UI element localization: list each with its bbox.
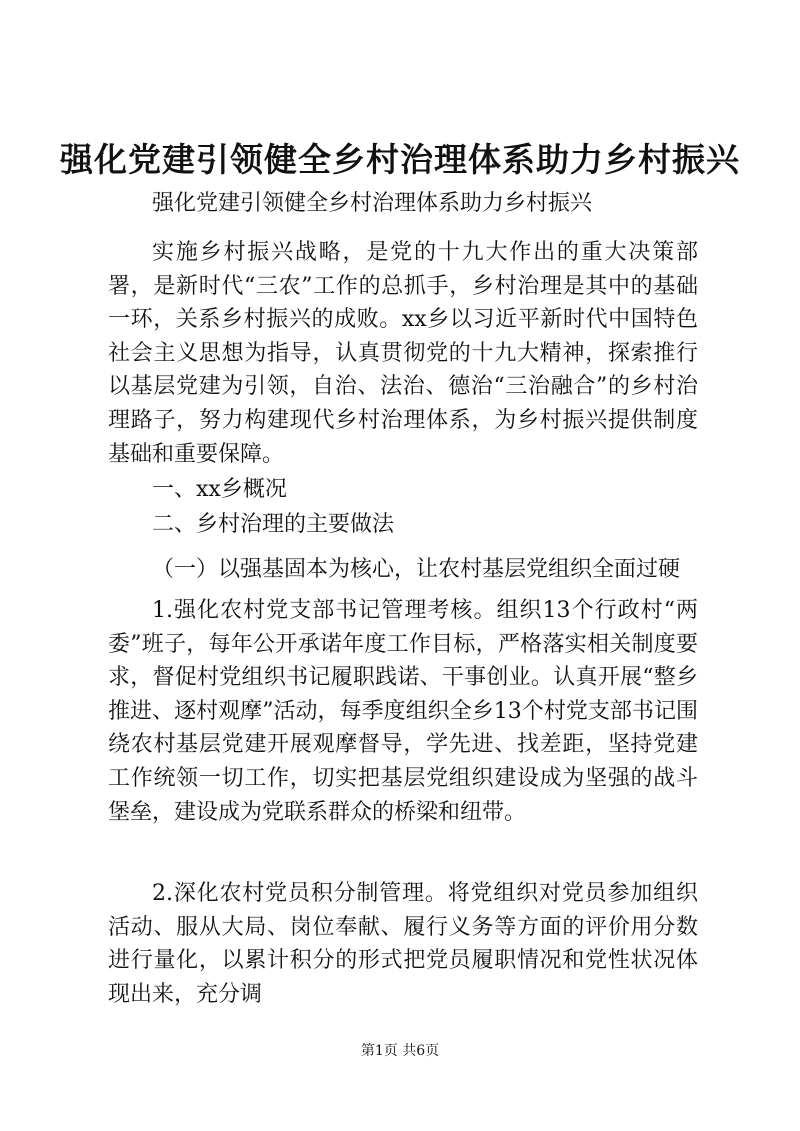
- page-footer: 第1页 共6页: [360, 1043, 440, 1059]
- section-heading-2: 二、乡村治理的主要做法: [152, 512, 395, 537]
- document-body: [108, 187, 698, 221]
- paragraph-item-2-wrap: [108, 877, 698, 1011]
- paragraph-item-2: 2.深化农村党员积分制管理。将党组织对党员参加组织活动、服从大局、岗位奉献、履行义务等方面的评价用分数进行量化，以累计积分的形式把党员履职情况和党性状况体现出来，充分调: [108, 881, 698, 1007]
- paragraph-item-1-wrap: [108, 594, 698, 829]
- section-heading-1: 一、xx乡概况: [152, 477, 287, 502]
- subsection-heading-wrap: [108, 553, 698, 587]
- paragraph-item-1: 1.强化农村党支部书记管理考核。组织13个行政村“两委”班子，每年公开承诺年度工作目标，严格落实相关制度要求，督促村党组织书记履职践诺、干事创业。认真开展“整乡推进、逐村观摩”活动，每季度组织全乡13个村党支部书记围绕农村基层党建开展观摩督导，学先进、找差距，坚持党建工作统领一切工作，切实把基层党组织建设成为坚强的战斗堡垒，建设成为党联系群众的桥梁和纽带。: [108, 598, 698, 825]
- document-title: 强化党建引领健全乡村治理体系助力乡村振兴: [60, 140, 740, 179]
- paragraph-intro: 实施乡村振兴战略，是党的十九大作出的重大决策部署，是新时代“三农”工作的总抓手，乡村治理是其中的基础一环，关系乡村振兴的成败。xx乡以习近平新时代中国特色社会主义思想为指导，认真贯彻党的十九大精神，探索推行以基层党建为引领，自治、法治、德治“三治融合”的乡村治理路子，努力构建现代乡村治理体系，为乡村振兴提供制度基础和重要保障。: [108, 240, 698, 467]
- document-body-intro: [108, 236, 698, 471]
- subsection-heading-1: （一）以强基固本为核心，让农村基层党组织全面过硬: [152, 557, 681, 582]
- section-heading-2-wrap: [108, 508, 698, 542]
- section-heading-1-wrap: [108, 473, 698, 507]
- paragraph-subtitle: 强化党建引领健全乡村治理体系助力乡村振兴: [152, 191, 593, 216]
